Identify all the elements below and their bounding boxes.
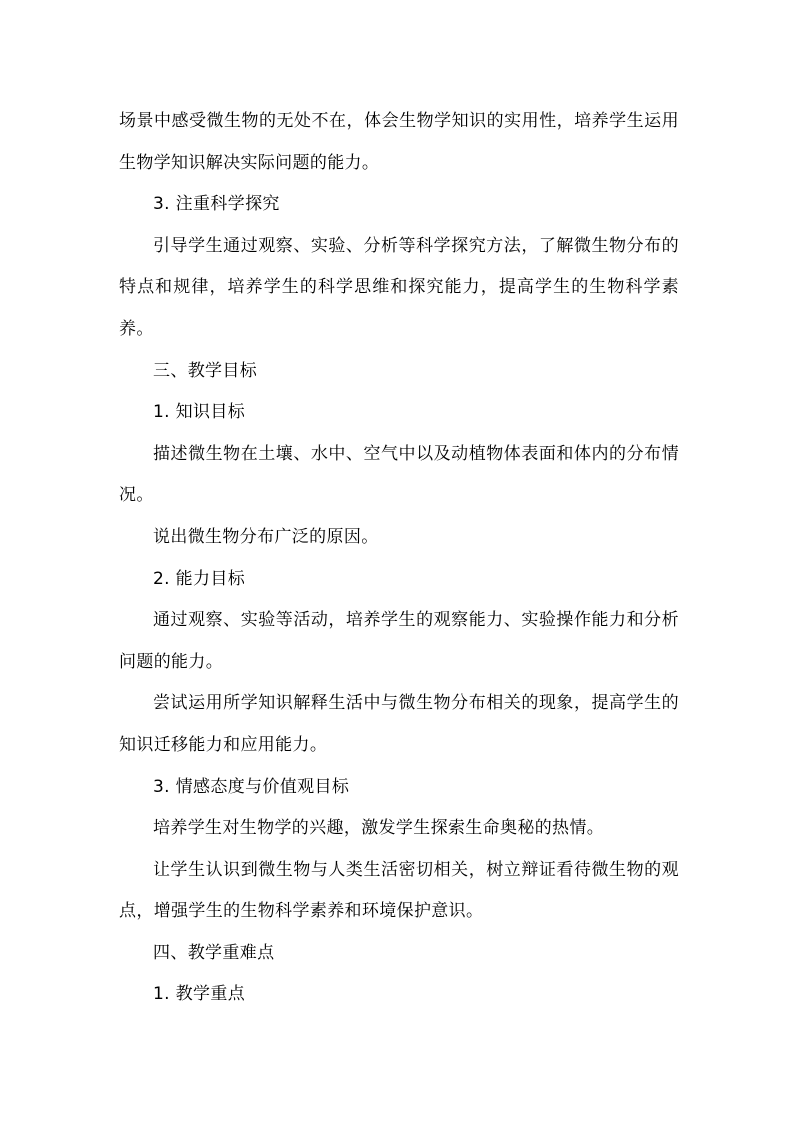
subheading-teaching-focus: 1. 教学重点 (153, 984, 246, 1005)
paragraph-knowledge-goal-1: 描述微生物在土壤、水中、空气中以及动植物体表面和体内的分布情况。 (119, 443, 679, 506)
paragraph-knowledge-goal-2: 说出微生物分布广泛的原因。 (153, 526, 379, 547)
paragraph-continuation: 场景中感受微生物的无处不在，体会生物学知识的实用性，培养学生运用生物学知识解决实际问题的能力。 (119, 111, 679, 173)
paragraph-ability-goal-2: 尝试运用所学知识解释生活中与微生物分布相关的现象，提高学生的知识迁移能力和应用能力。 (119, 693, 679, 755)
subheading-knowledge-goals: 1. 知识目标 (153, 402, 246, 423)
document-body (119, 101, 679, 1016)
subheading-emotion-values-goals: 3. 情感态度与价值观目标 (153, 776, 350, 797)
section-heading-key-difficult-points: 四、教学重难点 (153, 942, 275, 963)
paragraph-emotion-goal-1: 培养学生对生物学的兴趣，激发学生探索生命奥秘的热情。 (153, 818, 605, 839)
subheading-ability-goals: 2. 能力目标 (153, 568, 246, 589)
paragraph-emotion-goal-2: 让学生认识到微生物与人类生活密切相关，树立辩证看待微生物的观点，增强学生的生物科学素养和环境保护意识。 (119, 859, 679, 922)
section-heading-teaching-goals: 三、教学目标 (153, 360, 258, 381)
paragraph-science-inquiry: 引导学生通过观察、实验、分析等科学探究方法，了解微生物分布的特点和规律，培养学生的科学思维和探究能力，提高学生的生物科学素养。 (119, 235, 679, 339)
subheading-science-inquiry: 3. 注重科学探究 (153, 194, 280, 215)
paragraph-ability-goal-1: 通过观察、实验等活动，培养学生的观察能力、实验操作能力和分析问题的能力。 (119, 610, 679, 672)
